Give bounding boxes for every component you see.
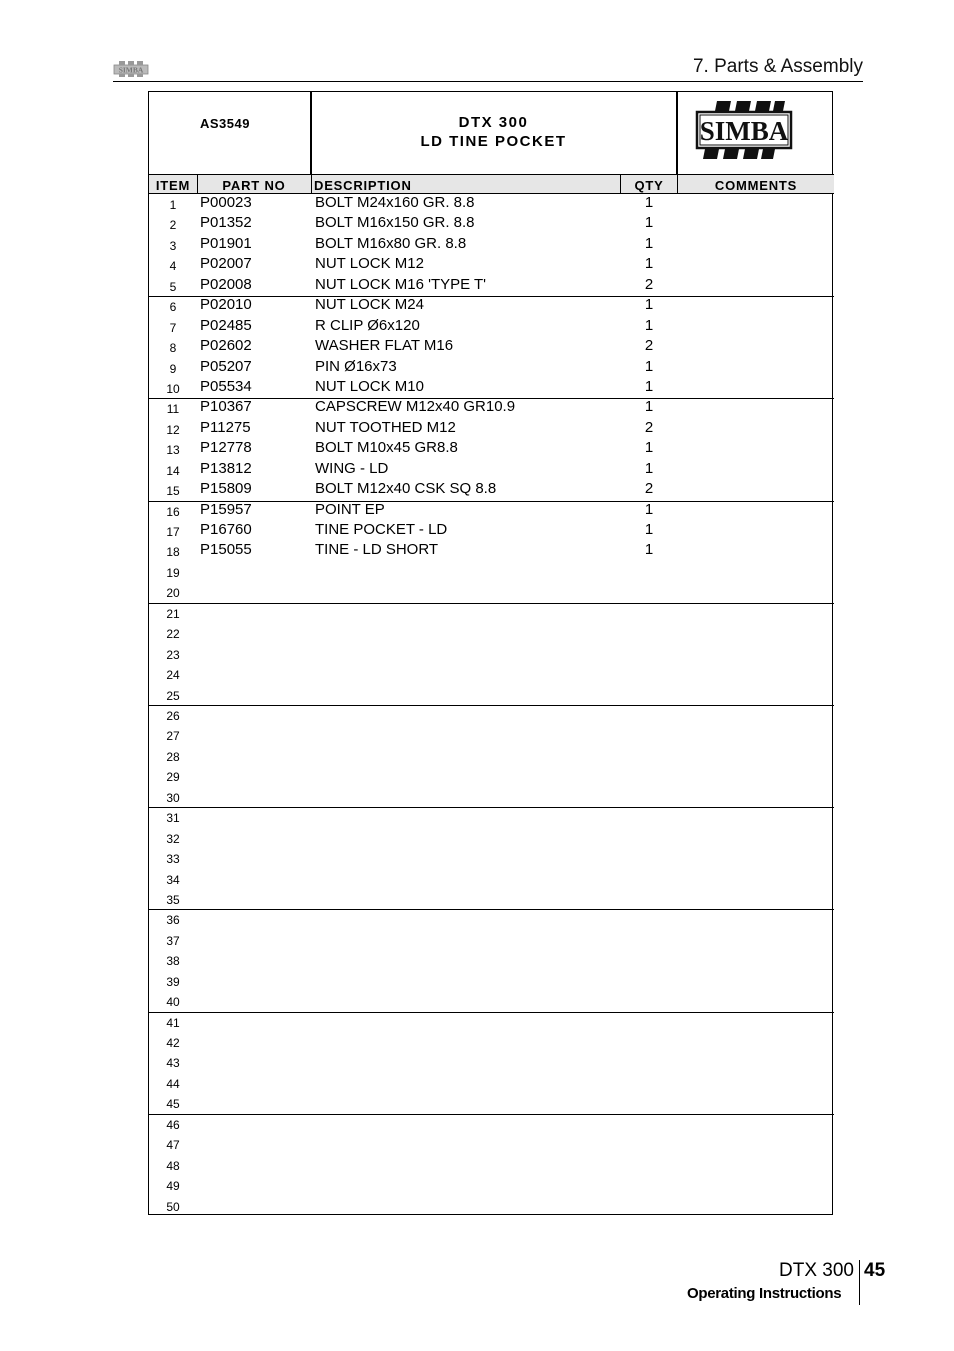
footer-divider (859, 1260, 860, 1305)
item-number: 3 (169, 238, 177, 253)
part-number: P15055 (200, 541, 252, 559)
table-row (149, 214, 834, 234)
table-row (149, 1012, 834, 1032)
table-row (149, 644, 834, 664)
part-number: P16760 (200, 521, 252, 539)
item-number: 22 (166, 627, 180, 642)
item-number: 26 (166, 709, 180, 723)
part-quantity: 2 (644, 418, 654, 436)
part-quantity: 2 (644, 337, 654, 355)
item-number: 16 (166, 504, 180, 519)
part-number: P01352 (200, 214, 252, 232)
item-number: 37 (166, 933, 180, 948)
item-number: 46 (166, 1117, 180, 1132)
page-number: 45 (864, 1260, 886, 1281)
table-row (149, 439, 834, 459)
part-description: BOLT M12x40 CSK SQ 8.8 (315, 480, 497, 498)
item-number: 19 (166, 565, 180, 580)
table-row (149, 909, 834, 929)
table-row (149, 194, 834, 214)
table-row (149, 1175, 834, 1195)
item-number: 50 (166, 1199, 180, 1214)
item-number: 11 (166, 402, 180, 417)
table-row (149, 1093, 834, 1113)
col-description-header: DESCRIPTION (314, 178, 412, 193)
part-quantity: 1 (644, 398, 654, 416)
part-quantity: 1 (644, 316, 654, 334)
item-number: 5 (169, 279, 177, 294)
part-description: WING - LD (315, 459, 389, 477)
part-description: NUT LOCK M16 'TYPE T' (315, 275, 487, 293)
item-number: 7 (169, 320, 177, 335)
item-number: 24 (166, 668, 180, 683)
part-quantity: 2 (644, 275, 654, 293)
part-quantity: 1 (644, 234, 654, 252)
part-quantity: 1 (644, 459, 654, 477)
table-row (149, 705, 834, 725)
part-quantity: 2 (644, 480, 654, 498)
part-number: P12778 (200, 439, 252, 457)
item-number: 12 (166, 422, 180, 437)
col-divider (677, 92, 678, 194)
table-row (149, 746, 834, 766)
item-number: 8 (169, 341, 177, 356)
part-quantity: 1 (644, 377, 654, 395)
part-number: P02008 (200, 275, 252, 293)
table-row (149, 582, 834, 602)
item-number: 47 (166, 1138, 180, 1153)
section-title: 7. Parts & Assembly (692, 56, 863, 77)
item-number: 21 (166, 606, 180, 621)
footer-model: DTX 300 (779, 1260, 854, 1281)
sheet-title-block (149, 92, 834, 174)
assembly-number: AS3549 (200, 116, 250, 131)
table-row (149, 807, 834, 827)
table-row (149, 869, 834, 889)
table-row (149, 1114, 834, 1134)
item-number: 45 (166, 1097, 180, 1112)
table-row (149, 828, 834, 848)
item-number: 40 (166, 995, 180, 1010)
item-number: 28 (166, 749, 180, 764)
col-divider (197, 174, 198, 194)
part-number: P02010 (200, 296, 252, 314)
table-row (149, 276, 834, 296)
table-row (149, 480, 834, 500)
part-number: P02007 (200, 255, 252, 273)
item-number: 49 (166, 1179, 180, 1194)
table-row (149, 950, 834, 970)
item-number: 44 (166, 1076, 180, 1091)
table-row (149, 398, 834, 418)
table-row (149, 562, 834, 582)
part-description: BOLT M16x150 GR. 8.8 (315, 214, 475, 232)
table-row (149, 1155, 834, 1175)
item-number: 33 (166, 852, 180, 867)
table-row (149, 378, 834, 398)
table-row (149, 358, 834, 378)
item-number: 17 (166, 525, 180, 540)
col-divider (311, 92, 312, 194)
table-row (149, 766, 834, 786)
table-row (149, 1032, 834, 1052)
item-number: 27 (166, 729, 180, 744)
assembly-title-model: DTX 300 (458, 114, 529, 131)
col-part-no-header: PART NO (222, 178, 286, 193)
part-number: P02485 (200, 316, 252, 334)
part-description: TINE POCKET - LD (315, 521, 448, 539)
table-row (149, 419, 834, 439)
table-row (149, 787, 834, 807)
table-row (149, 521, 834, 541)
part-description: NUT LOCK M10 (315, 377, 424, 395)
item-number: 29 (166, 770, 180, 785)
table-row (149, 889, 834, 909)
item-number: 1 (169, 198, 177, 212)
item-number: 15 (166, 484, 180, 499)
part-number: P11275 (200, 418, 251, 436)
part-description: BOLT M10x45 GR8.8 (315, 439, 458, 457)
table-row (149, 296, 834, 316)
item-number: 34 (166, 872, 180, 887)
item-number: 6 (169, 300, 177, 315)
item-number: 43 (166, 1056, 180, 1071)
assembly-title-name: LD TINE POCKET (420, 133, 567, 150)
table-row (149, 235, 834, 255)
part-description: NUT TOOTHED M12 (315, 418, 456, 436)
footer-subtitle: Operating Instructions (687, 1285, 842, 1302)
part-number: P02602 (200, 337, 252, 355)
part-number: P05207 (200, 357, 252, 375)
item-number: 30 (166, 790, 180, 805)
part-quantity: 1 (644, 214, 654, 232)
table-row (149, 685, 834, 705)
table-row (149, 255, 834, 275)
table-row (149, 317, 834, 337)
item-number: 10 (166, 381, 180, 396)
part-description: R CLIP Ø6x120 (315, 316, 420, 334)
part-quantity: 1 (644, 439, 654, 457)
table-row (149, 725, 834, 745)
table-row (149, 337, 834, 357)
col-qty-header: QTY (634, 178, 664, 193)
item-number: 23 (166, 647, 180, 662)
part-description: PIN Ø16x73 (315, 357, 397, 375)
col-divider (620, 174, 621, 194)
item-number: 20 (166, 586, 180, 601)
header-simba-logo (113, 60, 149, 78)
item-number: 39 (166, 974, 180, 989)
assembly-number-cell (149, 92, 311, 174)
table-row (149, 664, 834, 684)
assembly-title-cell (311, 92, 677, 174)
item-number: 41 (166, 1015, 180, 1030)
part-description: NUT LOCK M24 (315, 296, 424, 314)
part-quantity: 1 (644, 521, 654, 539)
part-quantity: 1 (644, 194, 654, 211)
table-row (149, 1134, 834, 1154)
item-number: 48 (166, 1158, 180, 1173)
item-number: 2 (169, 218, 177, 233)
part-number: P13812 (200, 459, 252, 477)
part-quantity: 1 (644, 296, 654, 314)
col-comments-header: COMMENTS (714, 178, 798, 193)
part-number: P05534 (200, 377, 252, 395)
table-row (149, 460, 834, 480)
table-row (149, 603, 834, 623)
table-row (149, 541, 834, 561)
item-number: 38 (166, 954, 180, 969)
part-description: TINE - LD SHORT (315, 541, 439, 559)
svg-text:SIMBA: SIMBA (118, 65, 144, 75)
part-number: P00023 (200, 194, 252, 211)
col-item-header: ITEM (155, 178, 191, 193)
item-number: 9 (169, 361, 177, 376)
item-number: 42 (166, 1036, 180, 1051)
simba-logo (695, 99, 795, 161)
table-row (149, 848, 834, 868)
simba-logo-text: SIMBA (699, 116, 789, 146)
item-number: 18 (166, 545, 180, 560)
column-header-row (149, 174, 834, 194)
item-number: 4 (169, 259, 177, 274)
part-description: NUT LOCK M12 (315, 255, 424, 273)
part-description: POINT EP (315, 500, 385, 518)
item-number: 13 (166, 443, 180, 458)
header-rule (113, 81, 863, 82)
item-number: 14 (166, 463, 180, 478)
item-number: 25 (166, 688, 180, 703)
part-quantity: 1 (644, 255, 654, 273)
table-row (149, 623, 834, 643)
part-description: BOLT M24x160 GR. 8.8 (315, 194, 475, 211)
table-row (149, 991, 834, 1011)
item-number: 31 (166, 811, 180, 826)
part-number: P01901 (200, 234, 252, 252)
part-description: BOLT M16x80 GR. 8.8 (315, 234, 467, 252)
item-number: 36 (166, 913, 180, 928)
parts-sheet (148, 91, 833, 1215)
table-row (149, 501, 834, 521)
sheet-logo-cell (677, 92, 834, 174)
part-quantity: 1 (644, 357, 654, 375)
item-number: 32 (166, 831, 180, 846)
item-number: 35 (166, 892, 180, 907)
table-row (149, 1073, 834, 1093)
part-description: CAPSCREW M12x40 GR10.9 (315, 398, 516, 416)
part-description: WASHER FLAT M16 (315, 337, 454, 355)
table-row (149, 971, 834, 991)
table-row (149, 930, 834, 950)
part-quantity: 1 (644, 500, 654, 518)
table-row (149, 1196, 834, 1216)
part-number: P15957 (200, 500, 252, 518)
table-row (149, 1052, 834, 1072)
part-number: P10367 (200, 398, 252, 416)
part-quantity: 1 (644, 541, 654, 559)
part-number: P15809 (200, 480, 252, 498)
